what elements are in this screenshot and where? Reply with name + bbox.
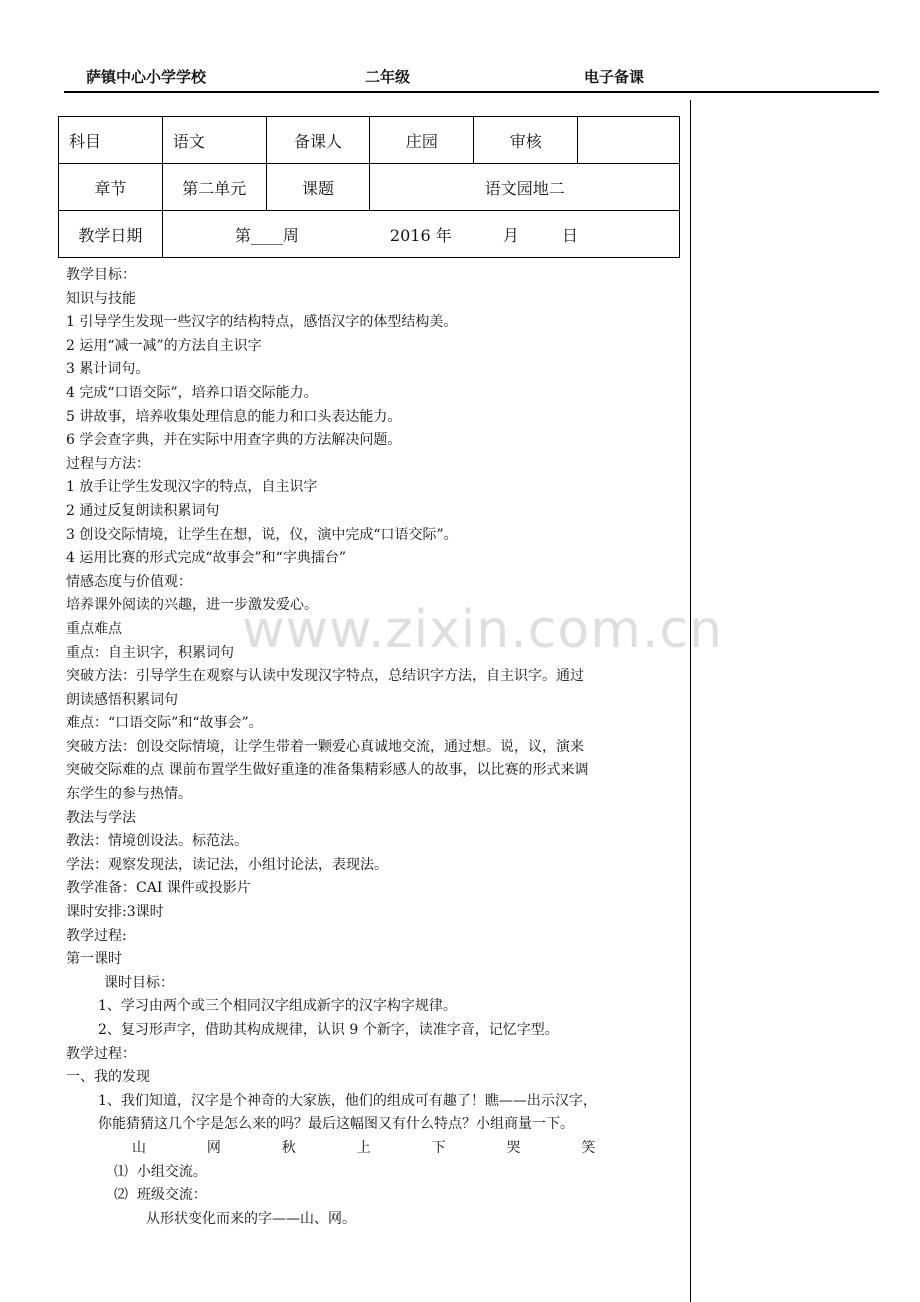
text-line: 一、我的发现 <box>66 1069 150 1086</box>
text-line: 教法与学法 <box>66 809 136 826</box>
text-line: 突破交际难的点 课前布置学生做好重逢的准备集精彩感人的故事，以比赛的形式来调 <box>66 762 589 779</box>
text-line: 你能猜猜这几个字是怎么来的吗？最后这幅图又有什么特点？小组商量一下。 <box>98 1116 574 1133</box>
page-header <box>0 66 920 92</box>
date-value <box>162 211 679 258</box>
date-year: 2016 年 <box>389 225 452 245</box>
watermark: www.zixin.com.cn <box>242 600 723 660</box>
grade-label: 二年级 <box>365 68 411 86</box>
text-line: 教学准备：CAI 课件或投影片 <box>66 880 251 897</box>
text-line: 2、复习形声字，借助其构成规律，认识 9 个新字，读准字音，记忆字型。 <box>98 1022 559 1038</box>
text-line: 学法：观察发现法，读记法，小组讨论法，表现法。 <box>66 856 388 873</box>
review-value <box>578 117 680 164</box>
table-row <box>59 164 680 211</box>
doc-type-label: 电子备课 <box>584 68 645 86</box>
review-label: 审核 <box>474 117 578 164</box>
text-line: 难点：“口语交际”和“故事会”。 <box>66 715 263 732</box>
topic-label: 课题 <box>266 164 370 211</box>
text-line: 课时安排:3课时 <box>66 904 164 921</box>
text-line: 教学过程： <box>66 1045 136 1062</box>
chapter-label: 章节 <box>59 164 163 211</box>
text-line: 情感态度与价值观： <box>66 573 192 590</box>
table-row <box>59 117 680 164</box>
text-line: 3 累计词句。 <box>66 361 150 378</box>
header-divider <box>64 91 879 93</box>
text-line: 突破方法：引导学生在观察与认读中发现汉字特点，总结识字方法，自主识字。通过 <box>66 668 584 685</box>
lesson-info-table <box>58 116 680 258</box>
text-line: 1 放手让学生发现汉字的特点，自主识字 <box>66 479 318 496</box>
text-line: 重点难点 <box>66 620 122 637</box>
subject-value: 语文 <box>162 117 266 164</box>
character-row: 山 网 秋 上 下 哭 笑 <box>132 1139 596 1156</box>
topic-value: 语文园地二 <box>370 164 680 211</box>
text-line: 东学生的参与热情。 <box>66 786 192 803</box>
text-line: 第一课时 <box>66 951 122 968</box>
text-line: 3 创设交际情境，让学生在想，说，仪，演中完成“口语交际”。 <box>66 526 458 543</box>
table-row <box>59 211 680 258</box>
date-label: 教学日期 <box>59 211 163 258</box>
text-line: 4 完成“口语交际”，培养口语交际能力。 <box>66 384 318 401</box>
margin-divider <box>690 100 691 1302</box>
text-line: 4 运用比赛的形式完成“故事会”和“字典擂台” <box>66 550 346 567</box>
lesson-plan-body <box>66 264 680 1231</box>
text-line: 5 讲故事，培养收集处理信息的能力和口头表达能力。 <box>66 408 402 425</box>
text-line: 培养课外阅读的兴趣，进一步激发爱心。 <box>66 597 318 614</box>
date-week: 第____周 <box>234 225 299 245</box>
text-line: 重点：自主识字，积累词句 <box>66 644 234 661</box>
text-line: 6 学会查字典，并在实际中用查字典的方法解决问题。 <box>66 432 402 449</box>
preparer-label: 备课人 <box>266 117 370 164</box>
text-line: 2 通过反复朗读积累词句 <box>66 502 220 519</box>
chapter-value: 第二单元 <box>162 164 266 211</box>
text-line: 1 引导学生发现一些汉字的结构特点，感悟汉字的体型结构美。 <box>66 314 458 331</box>
text-line: 教学过程: <box>66 927 127 944</box>
preparer-value: 庄园 <box>370 117 474 164</box>
text-line: 朗读感悟积累词句 <box>66 691 178 708</box>
date-day: 日 <box>561 225 578 245</box>
text-line: 教法：情境创设法。标范法。 <box>66 833 248 850</box>
text-line: 从形状变化而来的字——山、网。 <box>146 1210 356 1227</box>
text-line: 课时目标： <box>104 974 174 991</box>
text-line: 1、学习由两个或三个相同汉字组成新字的汉字构字规律。 <box>98 998 457 1015</box>
text-line: 过程与方法： <box>66 455 150 472</box>
text-line: 教学目标： <box>66 267 136 283</box>
text-line: 突破方法：创设交际情境，让学生带着一颗爱心真诚地交流，通过想。说，议，演来 <box>66 738 584 755</box>
text-line: 2 运用“减一减”的方法自主识字 <box>66 337 262 354</box>
text-line: 知识与技能 <box>66 290 136 307</box>
school-name: 萨镇中心小学学校 <box>86 68 207 86</box>
date-month: 月 <box>502 225 519 245</box>
subject-label: 科目 <box>59 117 163 164</box>
text-line: ⑵ 班级交流： <box>114 1187 207 1204</box>
text-line: ⑴ 小组交流。 <box>114 1163 207 1180</box>
text-line: 1、我们知道，汉字是个神奇的大家族，他们的组成可有趣了！瞧——出示汉字， <box>98 1092 597 1109</box>
